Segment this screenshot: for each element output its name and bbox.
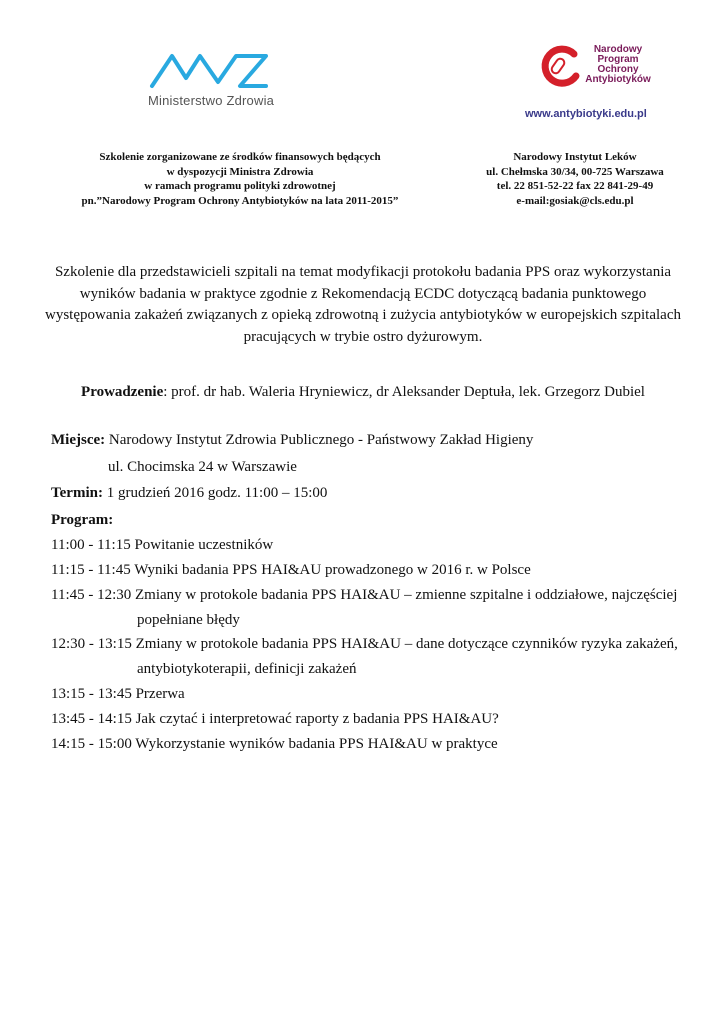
intro-line: wyników badania w praktyce zgodnie z Rekomendacją ECDC dotyczącą badania punktowego xyxy=(79,285,647,302)
npo-website-link[interactable]: www.antybiotyki.edu.pl xyxy=(525,108,647,120)
place-address: ul. Chocimska 24 w Warszawie xyxy=(108,459,297,475)
place-text: Narodowy Instytut Zdrowia Publicznego - Państwowy Zakład Higieny xyxy=(105,432,534,448)
intro-line: występowania zakażeń związanych z opieką zdrowotną i zużycia antybiotyków w europejskich szpitalach xyxy=(45,307,681,323)
ministry-mz-icon xyxy=(148,50,268,90)
header-left-line: w ramach programu polityki zdrowotnej xyxy=(144,180,336,192)
program-item: 13:15 - 13:45 Przerwa xyxy=(51,686,185,702)
intro-line: pracujących w trybie ostro dyżurowym. xyxy=(243,328,483,345)
place-label: Miejsce: xyxy=(51,432,106,448)
program-item: 11:45 - 12:30 Zmiany w protokole badania PPS HAI&AU – zmienne szpitalne i oddziałowe, najczęściej xyxy=(51,587,678,603)
lecturers-text: : prof. dr hab. Waleria Hryniewicz, dr Aleksander Deptuła, lek. Grzegorz Dubiel xyxy=(163,384,645,400)
lecturers-label: Prowadzenie xyxy=(81,384,164,400)
header-left xyxy=(50,150,430,208)
header-right xyxy=(440,150,710,208)
header-right-line: Narodowy Instytut Leków xyxy=(513,151,637,163)
program-item: 13:45 - 14:15 Jak czytać i interpretować raporty z badania PPS HAI&AU? xyxy=(51,711,499,727)
program-item: 11:00 - 11:15 Powitanie uczestników xyxy=(51,537,274,553)
term-text: 1 grudzień 2016 godz. 11:00 – 15:00 xyxy=(102,485,328,501)
program-item-continuation: antybiotykoterapii, definicji zakażeń xyxy=(137,661,357,677)
term-label: Termin: xyxy=(51,485,103,501)
header-left-line: w dyspozycji Ministra Zdrowia xyxy=(166,165,314,178)
npo-line-2: Program xyxy=(597,54,639,65)
intro-line: Szkolenie dla przedstawicieli szpitali na temat modyfikacji protokołu badania PPS oraz wykorzystania xyxy=(54,264,672,280)
npo-line-3: Ochrony xyxy=(597,64,639,75)
lecturers xyxy=(40,384,686,401)
header-left-line: pn.”Narodowy Program Ochrony Antybiotyków na lata 2011-2015” xyxy=(81,194,399,207)
ministry-logo xyxy=(148,50,288,108)
npo-line-4: Antybiotyków xyxy=(585,74,651,85)
npo-logo xyxy=(538,42,658,92)
ministry-name: Ministerstwo Zdrowia xyxy=(148,93,275,108)
training-description xyxy=(40,262,686,348)
program-item: 14:15 - 15:00 Wykorzystanie wyników badania PPS HAI&AU w praktyce xyxy=(51,736,498,752)
npo-line-1: Narodowy xyxy=(593,44,643,55)
term xyxy=(51,485,327,502)
program-item: 12:30 - 13:15 Zmiany w protokole badania PPS HAI&AU – dane dotyczące czynników ryzyka zakażeń, xyxy=(51,636,678,652)
header-right-email[interactable]: e-mail:gosiak@cls.edu.pl xyxy=(516,194,634,207)
program-label: Program: xyxy=(51,512,114,528)
place xyxy=(51,432,533,449)
program-item: 11:15 - 11:45 Wyniki badania PPS HAI&AU prowadzonego w 2016 r. w Polsce xyxy=(51,562,531,578)
program-item-continuation: popełniane błędy xyxy=(137,612,240,628)
npo-name xyxy=(578,45,658,85)
header-left-line: Szkolenie zorganizowane ze środków finansowych będących xyxy=(99,151,381,163)
header-right-line: ul. Chełmska 30/34, 00-725 Warszawa xyxy=(486,165,664,178)
pill-circle-icon xyxy=(538,44,582,88)
header-right-line: tel. 22 851-52-22 fax 22 841-29-49 xyxy=(496,180,654,192)
